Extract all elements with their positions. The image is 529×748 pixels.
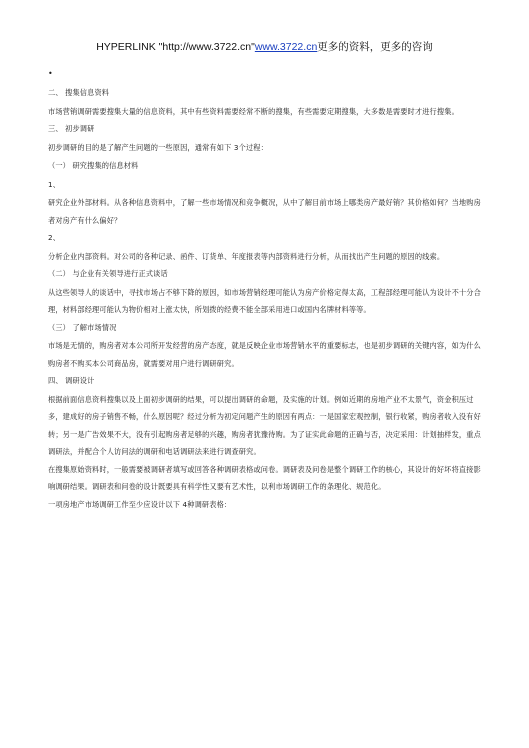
subsection-heading: （一） 研究搜集的信息材料 bbox=[48, 161, 139, 170]
header-link[interactable]: www.3722.cn bbox=[254, 41, 318, 53]
paragraph: 市场营销调研需要搜集大量的信息资料，其中有些资料需要经常不断的搜集，有些需要定期搜集，大多数是需要时才进行搜集。 bbox=[48, 106, 459, 116]
paragraph: 分析企业内部资料。对公司的各种记录、函件、订货单、年度报表等内部资料进行分析，从而找出产生问题的原因的线索。 bbox=[48, 251, 445, 261]
document-body bbox=[48, 66, 484, 514]
list-number: 1、 bbox=[48, 179, 61, 189]
paragraph: 在搜集原始资料时，一般需要被调研者填写或回答各种调研表格或问卷。调研表及问卷是整个调研工作的核心，其设计的好坏将直接影响调研结果。调研表和问卷的设计既要具有科学性又要有艺术性，以利市场调研工作的条理化、规范化。 bbox=[48, 464, 481, 491]
paragraph: 研究企业外部材料。从各种信息资料中，了解一些市场情况和竞争概况，从中了解目前市场上哪类房产最好销？其价格如何？当地购房者对房产有什么偏好？ bbox=[48, 198, 481, 225]
header-hyperlink-code: HYPERLINK "http://www.3722.cn" bbox=[96, 41, 255, 53]
subsection-heading: （二） 与企业有关领导进行正式谈话 bbox=[48, 269, 168, 278]
header-suffix: 更多的资料，更多的咨询 bbox=[317, 41, 433, 53]
list-number: 2、 bbox=[48, 233, 61, 242]
page-header bbox=[0, 40, 529, 54]
section-heading: 三、 初步调研 bbox=[48, 124, 95, 133]
paragraph: 从这些领导人的谈话中，寻找市场占不够下降的原因，如市场营销经理可能认为房产价格定得太高，工程部经理可能认为设计不十分合理，材料部经理可能认为物价相对上涨太快，所划拨的经费不能全部采用进口或国内名牌材料等等。 bbox=[48, 287, 481, 314]
paragraph: 一项房地产市场调研工作至少应设计以下 4种调研表格： bbox=[48, 499, 232, 509]
paragraph: 初步调研的目的是了解产生问题的一些原因，通常有如下 3个过程： bbox=[48, 142, 268, 152]
section-heading: 四、 调研设计 bbox=[48, 376, 95, 385]
paragraph: 根据前面信息资料搜集以及上面初步调研的结果，可以提出调研的命题，及实施的计划。例如近期的房地产业不太景气，资金积压过多，建成好的房子销售不畅，什么原因呢？经过分析为初定问题产生的原因有两点：一是国家宏观控制，银行收紧，购房者收入没有好转；另一是广告效果不大，没有引起购房者足够的兴趣，购房者犹豫待购。为了证实此命题的正确与否，决定采用：计划抽样发，重点调研法，并配合个人访问法的调研和电话调研法来进行调查研究。 bbox=[48, 394, 481, 456]
section-heading: 二、 搜集信息资料 bbox=[48, 88, 110, 97]
subsection-heading: （三） 了解市场情况 bbox=[48, 322, 117, 332]
paragraph: 市场是无情的，购房者对本公司所开发经营的房产态度，就是反映企业市场营销水平的重要标志，也是初步调研的关键内容，如为什么购房者不购买本公司商品房，就需要对用户进行调研研究。 bbox=[48, 341, 481, 368]
bullet-mark: • bbox=[48, 69, 53, 78]
